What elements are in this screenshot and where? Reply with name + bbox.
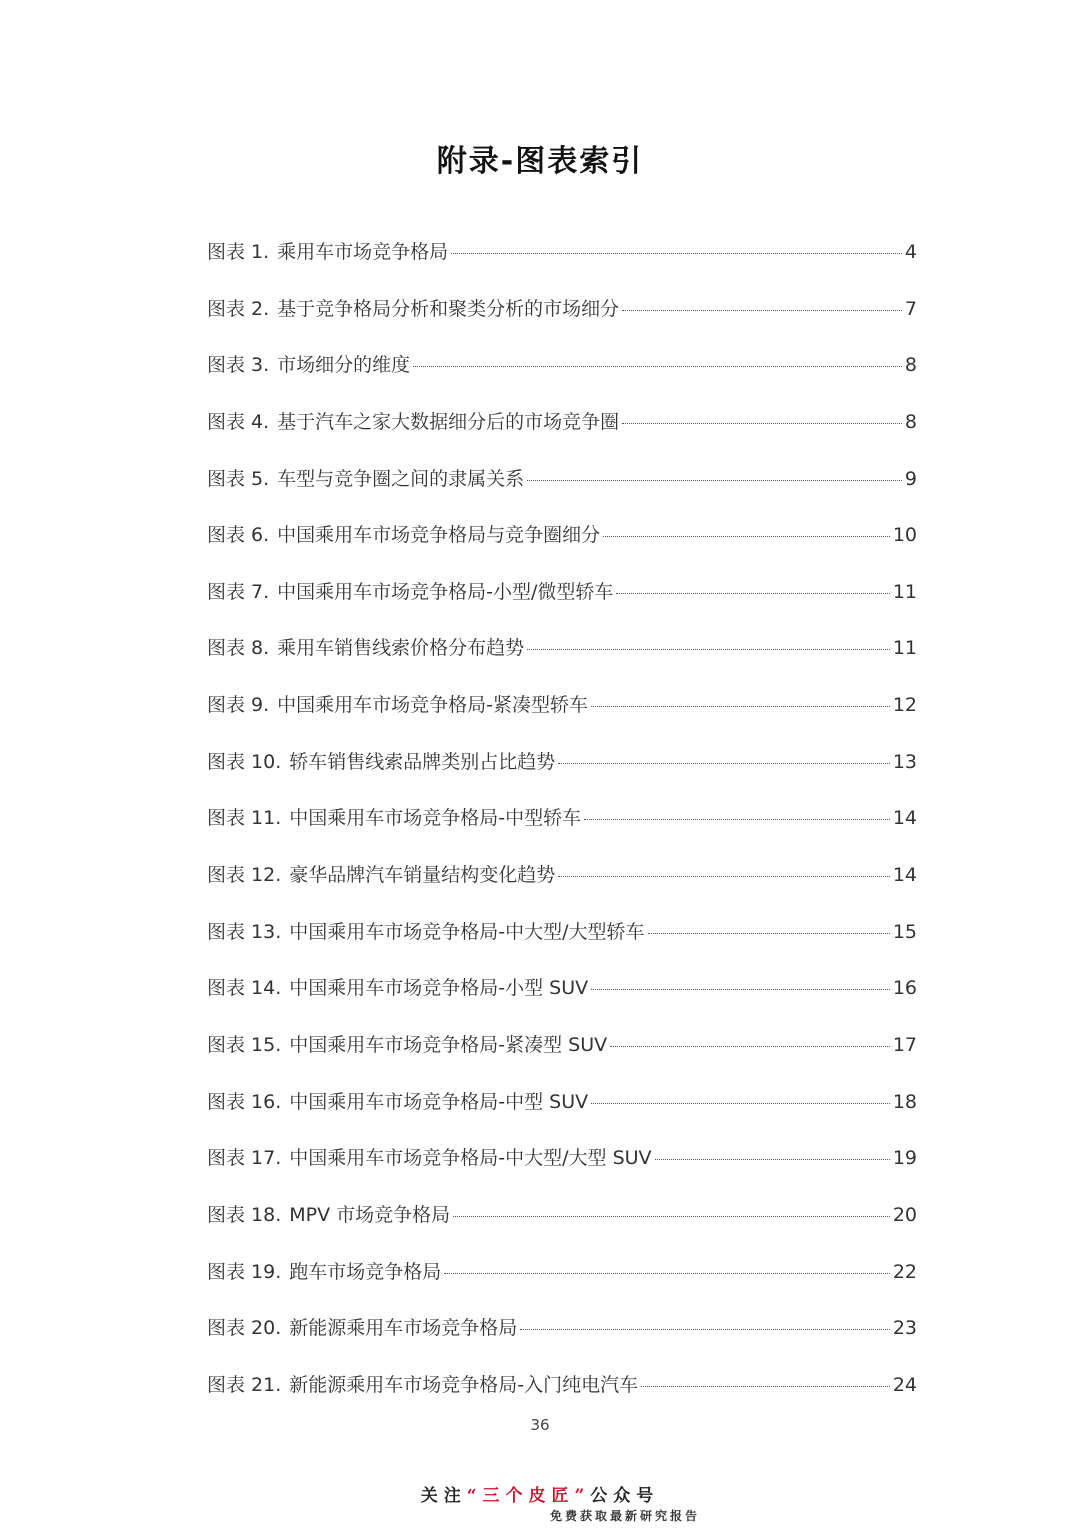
toc-entry[interactable] xyxy=(207,1136,917,1193)
toc-entry-page: 12 xyxy=(892,694,917,717)
toc-entry-label: 图表 14. xyxy=(207,977,282,1000)
toc-entry-page: 23 xyxy=(892,1317,917,1340)
toc-dot-leader xyxy=(558,876,890,877)
toc-entry-page: 15 xyxy=(892,920,917,943)
toc-entry-label: 图表 15. xyxy=(207,1033,282,1056)
toc-entry-label: 图表 17. xyxy=(207,1147,282,1170)
toc-entry-title: 轿车销售线索品牌类别占比趋势 xyxy=(289,750,556,773)
toc-entry-page: 11 xyxy=(892,637,917,660)
toc-entry-label: 图表 21. xyxy=(207,1373,282,1396)
toc-entry-label: 图表 2. xyxy=(207,297,270,320)
toc-entry-page: 8 xyxy=(904,354,917,377)
toc-dot-leader xyxy=(655,1159,890,1160)
toc-entry[interactable] xyxy=(207,1080,917,1137)
footer-prefix: 关注 xyxy=(420,1486,467,1506)
toc-dot-leader xyxy=(591,989,890,990)
toc-entry-label: 图表 6. xyxy=(207,524,270,547)
toc-entry[interactable] xyxy=(207,796,917,853)
toc-entry-label: 图表 5. xyxy=(207,467,270,490)
toc-entry-page: 7 xyxy=(904,297,917,320)
toc-entry[interactable] xyxy=(207,740,917,797)
footer-follow-line xyxy=(0,1481,1080,1506)
toc-entry-title: 基于汽车之家大数据细分后的市场竞争圈 xyxy=(277,410,620,433)
toc-entry-label: 图表 20. xyxy=(207,1317,282,1340)
toc-entry[interactable] xyxy=(207,910,917,967)
toc-entry-page: 19 xyxy=(892,1147,917,1170)
toc-entry-page: 17 xyxy=(892,1033,917,1056)
toc-dot-leader xyxy=(444,1273,890,1274)
toc-entry-page: 13 xyxy=(892,750,917,773)
toc-entry-title: 中国乘用车市场竞争格局-小型/微型轿车 xyxy=(277,580,614,603)
toc-entry[interactable] xyxy=(207,1363,917,1420)
toc-entry[interactable] xyxy=(207,966,917,1023)
toc-dot-leader xyxy=(616,593,889,594)
footer-account-name: “三个皮匠” xyxy=(466,1486,591,1506)
toc-entry-page: 16 xyxy=(892,977,917,1000)
toc-entry[interactable] xyxy=(207,1250,917,1307)
toc-entry-page: 20 xyxy=(892,1203,917,1226)
page-number: 36 xyxy=(530,1416,550,1434)
toc-entry-label: 图表 19. xyxy=(207,1260,282,1283)
toc-entry-title: 新能源乘用车市场竞争格局-入门纯电汽车 xyxy=(289,1373,639,1396)
toc-entry[interactable] xyxy=(207,1023,917,1080)
toc-entry-title: 基于竞争格局分析和聚类分析的市场细分 xyxy=(277,297,620,320)
toc-entry-label: 图表 8. xyxy=(207,637,270,660)
toc-entry-title: 乘用车市场竞争格局 xyxy=(277,241,449,263)
toc-entry-label: 图表 13. xyxy=(207,920,282,943)
table-of-figures xyxy=(207,230,917,1419)
toc-dot-leader xyxy=(558,763,890,764)
toc-entry-title: 中国乘用车市场竞争格局-紧凑型 SUV xyxy=(289,1033,608,1056)
toc-entry-label: 图表 1. xyxy=(207,241,270,263)
toc-dot-leader xyxy=(622,423,902,424)
toc-entry[interactable] xyxy=(207,230,917,287)
toc-entry-page: 10 xyxy=(892,524,917,547)
toc-entry[interactable] xyxy=(207,853,917,910)
toc-entry-title: 中国乘用车市场竞争格局-紧凑型轿车 xyxy=(277,694,589,717)
toc-entry-page: 14 xyxy=(892,807,917,830)
toc-entry-page: 11 xyxy=(892,580,917,603)
toc-entry[interactable] xyxy=(207,457,917,514)
toc-dot-leader xyxy=(527,480,902,481)
toc-entry[interactable] xyxy=(207,400,917,457)
toc-entry-page: 8 xyxy=(904,410,917,433)
toc-entry-title: 中国乘用车市场竞争格局-中大型/大型轿车 xyxy=(289,920,645,943)
toc-entry[interactable] xyxy=(207,1193,917,1250)
toc-entry-title: 新能源乘用车市场竞争格局 xyxy=(289,1317,518,1340)
toc-entry-page: 4 xyxy=(904,241,917,263)
toc-entry-label: 图表 3. xyxy=(207,354,270,377)
toc-entry[interactable] xyxy=(207,343,917,400)
toc-entry-label: 图表 9. xyxy=(207,694,270,717)
toc-entry-title: 豪华品牌汽车销量结构变化趋势 xyxy=(289,864,556,887)
toc-entry-title: 中国乘用车市场竞争格局与竞争圈细分 xyxy=(277,524,601,547)
toc-entry-page: 24 xyxy=(892,1373,917,1396)
toc-dot-leader xyxy=(451,253,902,254)
toc-entry-title: 中国乘用车市场竞争格局-中型轿车 xyxy=(289,807,582,830)
toc-entry-title: MPV 市场竞争格局 xyxy=(289,1203,451,1226)
toc-entry-label: 图表 4. xyxy=(207,410,270,433)
toc-dot-leader xyxy=(453,1216,890,1217)
toc-dot-leader xyxy=(584,819,890,820)
toc-entry-label: 图表 16. xyxy=(207,1090,282,1113)
toc-dot-leader xyxy=(641,1386,890,1387)
toc-entry-title: 中国乘用车市场竞争格局-小型 SUV xyxy=(289,977,589,1000)
toc-entry-title: 中国乘用车市场竞争格局-中大型/大型 SUV xyxy=(289,1147,652,1170)
toc-entry[interactable] xyxy=(207,570,917,627)
toc-dot-leader xyxy=(648,933,890,934)
toc-entry-label: 图表 7. xyxy=(207,580,270,603)
toc-entry-label: 图表 18. xyxy=(207,1203,282,1226)
toc-entry[interactable] xyxy=(207,1306,917,1363)
toc-entry-title: 车型与竞争圈之间的隶属关系 xyxy=(277,467,525,490)
toc-entry-page: 9 xyxy=(904,467,917,490)
toc-entry-label: 图表 11. xyxy=(207,807,282,830)
toc-dot-leader xyxy=(591,1103,890,1104)
toc-entry[interactable] xyxy=(207,287,917,344)
toc-dot-leader xyxy=(527,649,890,650)
toc-entry[interactable] xyxy=(207,626,917,683)
toc-entry[interactable] xyxy=(207,683,917,740)
footer-tagline: 免费获取最新研究报告 xyxy=(549,1509,700,1523)
toc-entry-title: 中国乘用车市场竞争格局-中型 SUV xyxy=(289,1090,589,1113)
toc-entry-page: 14 xyxy=(892,864,917,887)
toc-dot-leader xyxy=(610,1046,890,1047)
toc-dot-leader xyxy=(413,366,902,367)
toc-entry[interactable] xyxy=(207,513,917,570)
page-title: 附录-图表索引 xyxy=(436,144,644,179)
toc-entry-label: 图表 12. xyxy=(207,864,282,887)
toc-dot-leader xyxy=(591,706,890,707)
toc-dot-leader xyxy=(520,1329,890,1330)
toc-entry-page: 22 xyxy=(892,1260,917,1283)
toc-entry-title: 乘用车销售线索价格分布趋势 xyxy=(277,637,525,660)
toc-entry-title: 市场细分的维度 xyxy=(277,354,411,377)
toc-dot-leader xyxy=(603,536,890,537)
toc-dot-leader xyxy=(622,310,902,311)
toc-entry-title: 跑车市场竞争格局 xyxy=(289,1260,442,1283)
toc-entry-label: 图表 10. xyxy=(207,750,282,773)
footer-suffix: 公众号 xyxy=(590,1486,660,1506)
toc-entry-page: 18 xyxy=(892,1090,917,1113)
